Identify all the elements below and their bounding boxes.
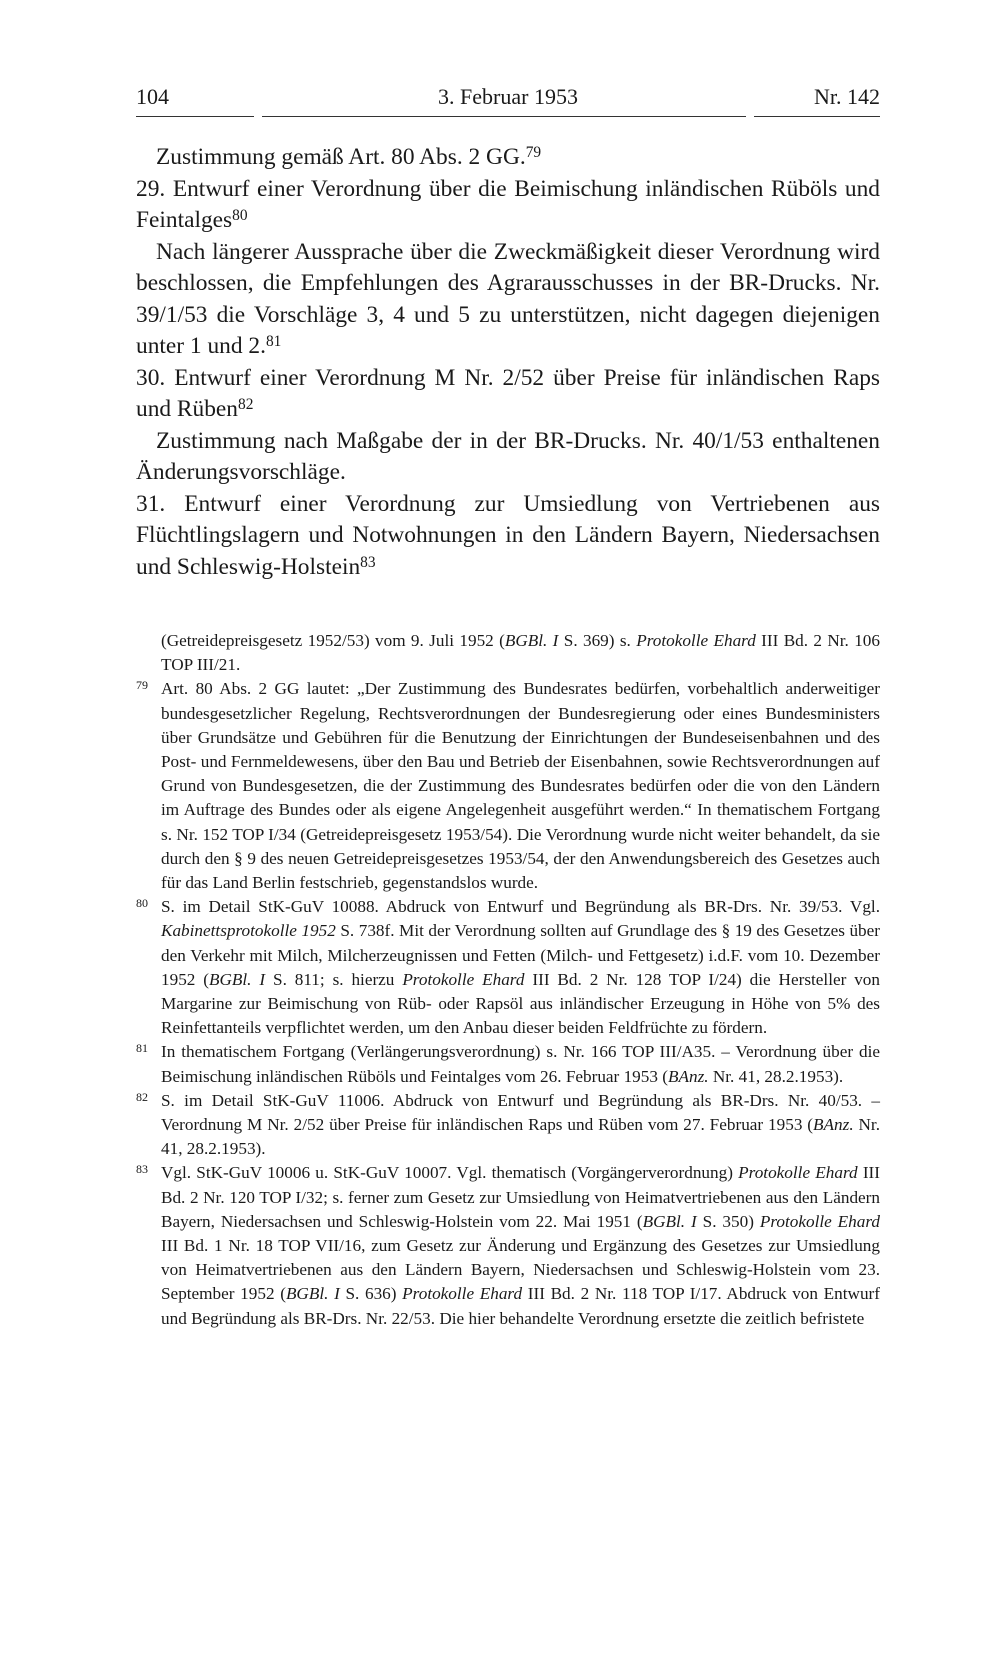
- paragraph-decision-30: Zustimmung nach Maßgabe der in der BR-Drucks. Nr. 40/1/53 enthaltenen Änderungsvorschläge.: [136, 427, 880, 485]
- paragraph-approval-art80: Zustimmung gemäß Art. 80 Abs. 2 GG.$^{79}$: [156, 144, 542, 170]
- paragraph-decision-29: Nach längerer Aussprache über die Zweckmäßigkeit dieser Verordnung wird beschlossen, die Empfehlungen des Agrarausschusses in der BR-Drucks. Nr. 39/1/53 die Vorschläge 3, 4 und 5 zu unterstützen, nicht dagegen diejenigen unter 1 und 2.81: [136, 238, 880, 359]
- header-issue-number: Nr. 142: [814, 84, 880, 109]
- header-rule-left: [136, 116, 254, 117]
- footnote-ref-80[interactable]: 80: [232, 207, 248, 225]
- footnote-82: 82 S. im Detail StK-GuV 11006. Abdruck von Entwurf und Begründung als BR-Drs. Nr. 40/53. – Verordnung M Nr. 2/52 über Preise für inländischen Raps und Rüben vom 27. Februar 1953 (BAnz. Nr. 41, 28.2.1953).: [136, 1089, 881, 1159]
- footnote-ref-79[interactable]: 79: [525, 144, 542, 162]
- footnote-79: 79 Art. 80 Abs. 2 GG lautet: „Der Zustimmung des Bundesrates bedürfen, vorbehaltlich anderweitiger bundesgesetzlicher Regelung, Rechtsverordnungen der Bundesregierung oder eines Bundesministers über Grundsätze und Gebühren für die Benutzung der Einrichtungen der Bundeseisenbahnen und des Post- und Fernmeldewesens, über den Bau und Betrieb der Eisenbahnen, sowie Rechtsverordnungen auf Grund von Bundesgesetzen, die der Zustimmung des Bundesrates bedürfen oder die von den Ländern im Auftrage des Bundes oder als eigene Angelegenheit ausgeführt werden.“ In thematischem Fortgang s. Nr. 152 TOP I/34 (Getreidepreisgesetz 1953/54). Die Verordnung wurde nicht weiter behandelt, da sie durch den § 9 des neuen Getreidepreisgesetzes 1953/54, der den Anwendungsbereich des Gesetzes auch für das Land Berlin festschrieb, gegenstandslos wurde.: [136, 678, 880, 893]
- footnote-number: 80: [136, 896, 148, 911]
- page-number: 104: [136, 84, 169, 109]
- header-rule-right: [754, 116, 880, 117]
- agenda-item-31: 31. Entwurf einer Verordnung zur Umsiedlung von Vertriebenen aus Flüchtlingslagern und Notwohnungen in den Ländern Bayern, Niedersachsen und Schleswig-Holstein$^{83}$: [136, 490, 880, 580]
- running-header: [136, 84, 880, 116]
- main-text: [136, 142, 880, 583]
- footnote-ref-83[interactable]: 83: [360, 553, 376, 571]
- header-rule-center: [262, 116, 746, 117]
- footnote-80: 80 S. im Detail StK-GuV 10088. Abdruck von Entwurf und Begründung als BR-Drs. Nr. 39/53. Vgl. Kabinettsprotokolle 1952 S. 738f. Mit der Verordnung sollten auf Grundlage des § 19 des Gesetzes über den Verkehr mit Milch, Milcherzeugnissen und Fetten (Milch- und Fettgesetz) i.d.F. vom 10. Dezember 1952 (BGBl. I S. 811; s. hierzu Protokolle Ehard III Bd. 2 Nr. 128 TOP I/24) die Hersteller von Margarine zur Beimischung von Rüb- oder Rapsöl aus inländischer Erzeugung in Höhe von 5% des Reinfettanteils verpflichtet werden, um den Anbau dieser beiden Feldfrüchte zu fördern.: [136, 896, 881, 1038]
- footnote-number: 79: [136, 678, 148, 693]
- footnote-number: 81: [136, 1041, 148, 1056]
- footnote-ref-81[interactable]: 81: [265, 333, 282, 351]
- footnote-83: 83 Vgl. StK-GuV 10006 u. StK-GuV 10007. Vgl. thematisch (Vorgängerverordnung) Protokolle Ehard III Bd. 2 Nr. 120 TOP I/32; s. ferner zum Gesetz zur Umsiedlung von Heimatvertriebenen aus den Ländern Bayern, Niedersachsen und Schleswig-Holstein vom 22. Mai 1951 (BGBl. I S. 350) Protokolle Ehard III Bd. 1 Nr. 18 TOP VII/16, zum Gesetz zur Änderung und Ergänzung des Gesetzes zur Umsiedlung von Heimatvertriebenen aus den Ländern Bayern, Niedersachsen und Schleswig-Holstein vom 23. September 1952 (BGBl. I S. 636) Protokolle Ehard III Bd. 2 Nr. 118 TOP I/17. Abdruck von Entwurf und Begründung als BR-Drs. Nr. 22/53. Die hier behandelte Verordnung ersetzte die zeitlich befristete: [136, 1162, 881, 1328]
- header-date: 3. Februar 1953: [438, 84, 578, 109]
- footnote-81: 81 In thematischem Fortgang (Verlängerungsverordnung) s. Nr. 166 TOP III/A35. – Verordnung über die Beimischung inländischen Rüböls und Feintalges vom 26. Februar 1953 (BAnz. Nr. 41, 28.2.1953).: [136, 1041, 880, 1086]
- footnotes: [136, 629, 880, 1331]
- footnote-number: 82: [136, 1089, 148, 1104]
- footnote-number: 83: [136, 1162, 148, 1177]
- agenda-item-29: 29. Entwurf einer Verordnung über die Beimischung inländischen Rüböls und Feintalges$^{80}$: [136, 175, 880, 233]
- agenda-item-30: 30. Entwurf einer Verordnung M Nr. 2/52 über Preise für inländischen Raps und Rüben$^{82}$: [136, 364, 880, 422]
- footnote-continuation: (Getreidepreisgesetz 1952/53) vom 9. Juli 1952 (BGBl. I S. 369) s. Protokolle Ehard III Bd. 2 Nr. 106 TOP III/21.: [161, 631, 880, 675]
- footnote-ref-82[interactable]: 82: [238, 396, 254, 414]
